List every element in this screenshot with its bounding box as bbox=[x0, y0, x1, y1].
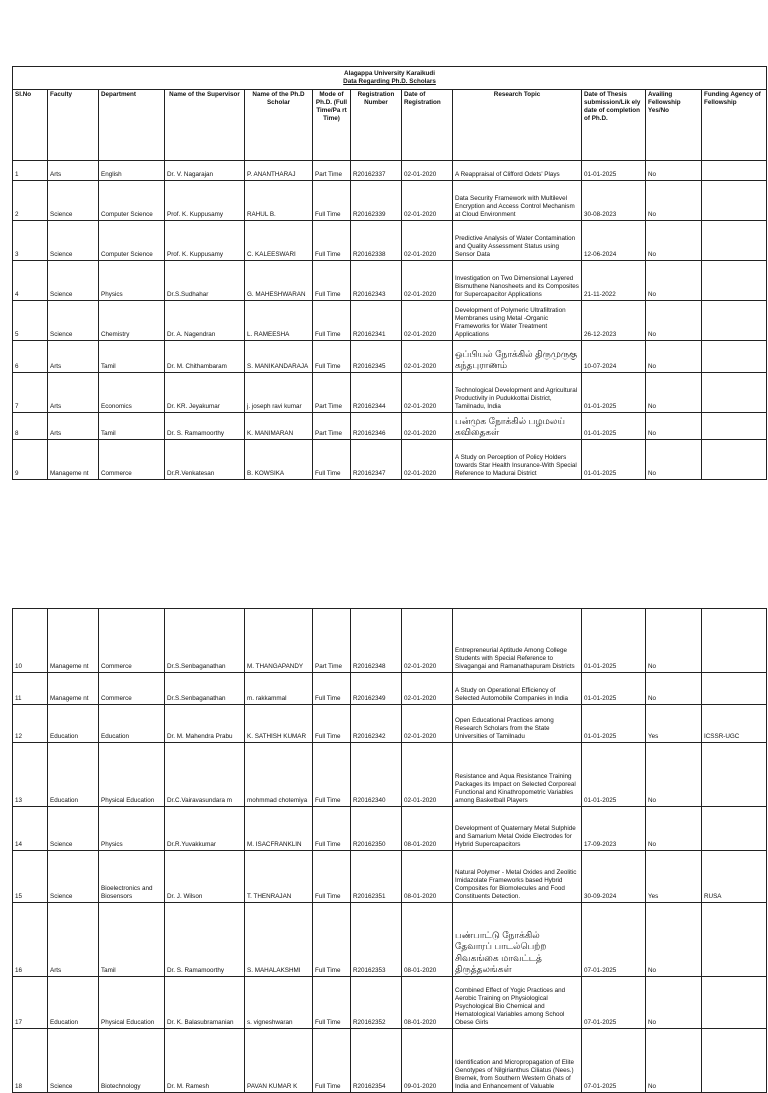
cell-scholar: j. joseph ravi kumar bbox=[245, 373, 313, 413]
cell-fellowship: No bbox=[646, 440, 702, 480]
table-row bbox=[13, 261, 767, 301]
cell-topic: பண்பாட்டு நோக்கில் தேவாரப் பாடல்பெற்ற சிவகங்கை மாவட்டத் திருத்தலங்கள் bbox=[453, 903, 582, 977]
cell-thesis: 01-01-2025 bbox=[582, 440, 646, 480]
cell-faculty: Science bbox=[48, 221, 99, 261]
table-row bbox=[13, 807, 767, 851]
cell-funding bbox=[702, 903, 767, 977]
table-row bbox=[13, 341, 767, 373]
cell-faculty: Manageme nt bbox=[48, 673, 99, 705]
table-row bbox=[13, 743, 767, 807]
cell-funding bbox=[702, 161, 767, 181]
cell-sl: 3 bbox=[13, 221, 48, 261]
cell-funding bbox=[702, 673, 767, 705]
cell-regno: R20162353 bbox=[351, 903, 402, 977]
cell-thesis: 30-09-2024 bbox=[582, 851, 646, 903]
cell-fellowship: No bbox=[646, 413, 702, 440]
table-row bbox=[13, 413, 767, 440]
cell-supervisor: Dr.S.Senbaganathan bbox=[165, 609, 245, 673]
cell-sl: 17 bbox=[13, 977, 48, 1029]
cell-department: Tamil bbox=[99, 341, 165, 373]
cell-sl: 4 bbox=[13, 261, 48, 301]
cell-faculty: Arts bbox=[48, 161, 99, 181]
cell-scholar: C. KALEESWARI bbox=[245, 221, 313, 261]
cell-funding bbox=[702, 221, 767, 261]
cell-regdate: 02-01-2020 bbox=[402, 440, 453, 480]
cell-fellowship: No bbox=[646, 903, 702, 977]
cell-regdate: 02-01-2020 bbox=[402, 413, 453, 440]
cell-thesis: 01-01-2025 bbox=[582, 373, 646, 413]
table-row bbox=[13, 903, 767, 977]
cell-thesis: 01-01-2025 bbox=[582, 705, 646, 743]
cell-supervisor: Dr. KR. Jeyakumar bbox=[165, 373, 245, 413]
cell-regdate: 02-01-2020 bbox=[402, 609, 453, 673]
cell-funding bbox=[702, 301, 767, 341]
header-department: Department bbox=[99, 90, 165, 161]
cell-regdate: 02-01-2020 bbox=[402, 301, 453, 341]
header-thesis: Date of Thesis submission/Lik ely date of completion of Ph.D. bbox=[582, 90, 646, 161]
table-row bbox=[13, 705, 767, 743]
cell-fellowship: Yes bbox=[646, 851, 702, 903]
cell-mode: Full Time bbox=[313, 181, 351, 221]
cell-mode: Full Time bbox=[313, 301, 351, 341]
header-sl: Sl.No bbox=[13, 90, 48, 161]
cell-department: Physics bbox=[99, 261, 165, 301]
cell-thesis: 01-01-2025 bbox=[582, 161, 646, 181]
phd-scholars-table-page2 bbox=[12, 608, 767, 1093]
cell-regdate: 02-01-2020 bbox=[402, 673, 453, 705]
cell-mode: Part Time bbox=[313, 373, 351, 413]
cell-regno: R20162349 bbox=[351, 673, 402, 705]
cell-thesis: 01-01-2025 bbox=[582, 609, 646, 673]
cell-sl: 15 bbox=[13, 851, 48, 903]
cell-mode: Full Time bbox=[313, 673, 351, 705]
table-title bbox=[13, 67, 767, 90]
header-faculty: Faculty bbox=[48, 90, 99, 161]
cell-regdate: 02-01-2020 bbox=[402, 705, 453, 743]
cell-regno: R20162337 bbox=[351, 161, 402, 181]
cell-sl: 6 bbox=[13, 341, 48, 373]
cell-supervisor: Dr. K. Balasubramanian bbox=[165, 977, 245, 1029]
cell-funding bbox=[702, 1029, 767, 1093]
cell-supervisor: Dr. A. Nagendran bbox=[165, 301, 245, 341]
table-row bbox=[13, 181, 767, 221]
cell-thesis: 01-01-2025 bbox=[582, 673, 646, 705]
cell-funding bbox=[702, 743, 767, 807]
cell-regno: R20162354 bbox=[351, 1029, 402, 1093]
table-row bbox=[13, 851, 767, 903]
cell-faculty: Science bbox=[48, 1029, 99, 1093]
cell-scholar: S. MAHALAKSHMI bbox=[245, 903, 313, 977]
cell-funding bbox=[702, 373, 767, 413]
cell-topic: A Study on Perception of Policy Holders towards Star Health Insurance-With Special Reference to Madurai District bbox=[453, 440, 582, 480]
cell-mode: Full Time bbox=[313, 743, 351, 807]
cell-supervisor: Dr.R.Yuvakkumar bbox=[165, 807, 245, 851]
cell-funding: ICSSR-UGC bbox=[702, 705, 767, 743]
cell-thesis: 07-01-2025 bbox=[582, 903, 646, 977]
cell-regno: R20162338 bbox=[351, 221, 402, 261]
cell-thesis: 12-06-2024 bbox=[582, 221, 646, 261]
cell-fellowship: No bbox=[646, 807, 702, 851]
cell-sl: 2 bbox=[13, 181, 48, 221]
cell-thesis: 21-11-2022 bbox=[582, 261, 646, 301]
cell-regdate: 08-01-2020 bbox=[402, 977, 453, 1029]
cell-fellowship: No bbox=[646, 181, 702, 221]
cell-thesis: 07-01-2025 bbox=[582, 1029, 646, 1093]
cell-fellowship: No bbox=[646, 977, 702, 1029]
cell-supervisor: Dr.C.Vairavasundara m bbox=[165, 743, 245, 807]
cell-sl: 11 bbox=[13, 673, 48, 705]
cell-scholar: K. MANIMARAN bbox=[245, 413, 313, 440]
cell-faculty: Science bbox=[48, 301, 99, 341]
table-row bbox=[13, 1029, 767, 1093]
cell-fellowship: No bbox=[646, 341, 702, 373]
cell-funding bbox=[702, 413, 767, 440]
cell-topic: Development of Quaternary Metal Sulphide and Samarium Metal Oxide Electrodes for Hybrid Supercapacitors bbox=[453, 807, 582, 851]
table-row bbox=[13, 977, 767, 1029]
cell-department: Computer Science bbox=[99, 181, 165, 221]
table-row bbox=[13, 161, 767, 181]
cell-fellowship: No bbox=[646, 1029, 702, 1093]
cell-mode: Part Time bbox=[313, 413, 351, 440]
cell-department: Physics bbox=[99, 807, 165, 851]
cell-fellowship: No bbox=[646, 673, 702, 705]
header-mode: Mode of Ph.D. (Full Time/Pa rt Time) bbox=[313, 90, 351, 161]
cell-sl: 8 bbox=[13, 413, 48, 440]
header-funding: Funding Agency of Fellowship bbox=[702, 90, 767, 161]
cell-faculty: Arts bbox=[48, 413, 99, 440]
cell-sl: 12 bbox=[13, 705, 48, 743]
cell-regdate: 08-01-2020 bbox=[402, 903, 453, 977]
cell-mode: Part Time bbox=[313, 609, 351, 673]
cell-supervisor: Dr. J. Wilson bbox=[165, 851, 245, 903]
cell-department: Physical Education bbox=[99, 977, 165, 1029]
cell-scholar: P. ANANTHARAJ bbox=[245, 161, 313, 181]
cell-topic: Predictive Analysis of Water Contamination and Quality Assessment Status using Sensor Data bbox=[453, 221, 582, 261]
cell-funding bbox=[702, 440, 767, 480]
cell-supervisor: Dr. M. Ramesh bbox=[165, 1029, 245, 1093]
cell-regno: R20162341 bbox=[351, 301, 402, 341]
cell-faculty: Science bbox=[48, 261, 99, 301]
cell-regno: R20162344 bbox=[351, 373, 402, 413]
cell-faculty: Science bbox=[48, 181, 99, 221]
cell-regdate: 02-01-2020 bbox=[402, 221, 453, 261]
cell-sl: 10 bbox=[13, 609, 48, 673]
cell-funding bbox=[702, 609, 767, 673]
cell-scholar: T. THENRAJAN bbox=[245, 851, 313, 903]
cell-regno: R20162348 bbox=[351, 609, 402, 673]
cell-scholar: S. MANIKANDARAJA bbox=[245, 341, 313, 373]
cell-regno: R20162346 bbox=[351, 413, 402, 440]
cell-mode: Full Time bbox=[313, 977, 351, 1029]
table-row bbox=[13, 673, 767, 705]
cell-sl: 9 bbox=[13, 440, 48, 480]
cell-faculty: Manageme nt bbox=[48, 609, 99, 673]
cell-mode: Full Time bbox=[313, 851, 351, 903]
cell-scholar: B. KOWSIKA bbox=[245, 440, 313, 480]
cell-topic: Development of Polymeric Ultrafiltration Membranes using Metal -Organic Frameworks for Water Treatment Applications bbox=[453, 301, 582, 341]
cell-supervisor: Dr. S. Ramamoorthy bbox=[165, 413, 245, 440]
cell-department: Bioelectronics and Biosensors bbox=[99, 851, 165, 903]
table-row bbox=[13, 440, 767, 480]
university-name: Alagappa University Karaikudi bbox=[344, 69, 436, 77]
cell-regdate: 02-01-2020 bbox=[402, 161, 453, 181]
cell-topic: பன்முக நோக்கில் பழமலய் கவிதைகள் bbox=[453, 413, 582, 440]
cell-supervisor: Dr. M. Chithambaram bbox=[165, 341, 245, 373]
cell-scholar: m. rakkammal bbox=[245, 673, 313, 705]
cell-regno: R20162351 bbox=[351, 851, 402, 903]
cell-faculty: Science bbox=[48, 807, 99, 851]
cell-department: Commerce bbox=[99, 609, 165, 673]
cell-thesis: 10-07-2024 bbox=[582, 341, 646, 373]
cell-sl: 7 bbox=[13, 373, 48, 413]
cell-scholar: M. ISACFRANKLIN bbox=[245, 807, 313, 851]
cell-department: Commerce bbox=[99, 440, 165, 480]
cell-topic: Data Security Framework with Multilevel Encryption and Access Control Mechanism at Cloud Environment bbox=[453, 181, 582, 221]
cell-faculty: Education bbox=[48, 705, 99, 743]
cell-topic: Natural Polymer - Metal Oxides and Zeolitic Imidazolate Frameworks based Hybrid Composites for Biomolecules and Food Constituents Detection. bbox=[453, 851, 582, 903]
cell-regdate: 02-01-2020 bbox=[402, 261, 453, 301]
header-topic: Research Topic bbox=[453, 90, 582, 161]
cell-scholar: K. SATHISH KUMAR bbox=[245, 705, 313, 743]
cell-mode: Full Time bbox=[313, 903, 351, 977]
cell-sl: 5 bbox=[13, 301, 48, 341]
cell-funding bbox=[702, 341, 767, 373]
cell-mode: Full Time bbox=[313, 705, 351, 743]
cell-scholar: G. MAHESHWARAN bbox=[245, 261, 313, 301]
table-row bbox=[13, 609, 767, 673]
cell-department: Physical Education bbox=[99, 743, 165, 807]
cell-sl: 16 bbox=[13, 903, 48, 977]
cell-topic: A Study on Operational Efficiency of Selected Automobile Companies in India bbox=[453, 673, 582, 705]
cell-fellowship: No bbox=[646, 301, 702, 341]
cell-faculty: Arts bbox=[48, 341, 99, 373]
cell-regdate: 08-01-2020 bbox=[402, 807, 453, 851]
cell-funding bbox=[702, 807, 767, 851]
cell-scholar: M. THANGAPANDY bbox=[245, 609, 313, 673]
table-row bbox=[13, 301, 767, 341]
cell-regno: R20162343 bbox=[351, 261, 402, 301]
cell-scholar: s. vigneshwaran bbox=[245, 977, 313, 1029]
cell-scholar: RAHUL B. bbox=[245, 181, 313, 221]
cell-regno: R20162352 bbox=[351, 977, 402, 1029]
cell-topic: Identification and Micropropagation of Elite Genotypes of Nilgirianthus Ciliatus (Nees.) Bremek, from Southern Western Ghats of India and Enhancement of Valuable bbox=[453, 1029, 582, 1093]
cell-faculty: Arts bbox=[48, 903, 99, 977]
cell-department: Tamil bbox=[99, 903, 165, 977]
cell-faculty: Science bbox=[48, 851, 99, 903]
cell-funding bbox=[702, 261, 767, 301]
cell-supervisor: Dr. M. Mahendra Prabu bbox=[165, 705, 245, 743]
phd-scholars-table-page1 bbox=[12, 66, 767, 480]
table-row bbox=[13, 221, 767, 261]
cell-supervisor: Dr.S.Sudhahar bbox=[165, 261, 245, 301]
cell-department: Chemistry bbox=[99, 301, 165, 341]
cell-regdate: 02-01-2020 bbox=[402, 341, 453, 373]
header-fellowship: Availing Fellowship Yes/No bbox=[646, 90, 702, 161]
cell-mode: Full Time bbox=[313, 440, 351, 480]
header-regno: Registration Number bbox=[351, 90, 402, 161]
cell-regno: R20162339 bbox=[351, 181, 402, 221]
cell-regdate: 09-01-2020 bbox=[402, 1029, 453, 1093]
cell-faculty: Arts bbox=[48, 373, 99, 413]
cell-topic: Entrepreneurial Aptitude Among College Students with Special Reference to Sivagangai and Ramanathapuram Districts bbox=[453, 609, 582, 673]
cell-topic: Investigation on Two Dimensional Layered Bismuthene Nanosheets and its Composites for Supercapacitor Applications bbox=[453, 261, 582, 301]
cell-regdate: 02-01-2020 bbox=[402, 743, 453, 807]
cell-department: Education bbox=[99, 705, 165, 743]
cell-mode: Full Time bbox=[313, 1029, 351, 1093]
cell-thesis: 01-01-2025 bbox=[582, 743, 646, 807]
cell-topic: A Reappraisal of Clifford Odets' Plays bbox=[453, 161, 582, 181]
cell-scholar: mohmmad chotemiya bbox=[245, 743, 313, 807]
cell-department: English bbox=[99, 161, 165, 181]
cell-funding: RUSA bbox=[702, 851, 767, 903]
cell-thesis: 30-08-2023 bbox=[582, 181, 646, 221]
cell-thesis: 17-09-2023 bbox=[582, 807, 646, 851]
cell-faculty: Education bbox=[48, 743, 99, 807]
cell-fellowship: No bbox=[646, 161, 702, 181]
table-row bbox=[13, 373, 767, 413]
cell-mode: Full Time bbox=[313, 221, 351, 261]
cell-supervisor: Prof. K. Kuppusamy bbox=[165, 221, 245, 261]
cell-department: Commerce bbox=[99, 673, 165, 705]
cell-faculty: Manageme nt bbox=[48, 440, 99, 480]
cell-topic: Resistance and Aqua Resistance Training Packages its Impact on Selected Corporeal Functional and Kinathropometric Variables among Basketball Players bbox=[453, 743, 582, 807]
cell-faculty: Education bbox=[48, 977, 99, 1029]
cell-regno: R20162347 bbox=[351, 440, 402, 480]
header-row bbox=[13, 90, 767, 161]
cell-funding bbox=[702, 977, 767, 1029]
header-regdate: Date of Registration bbox=[402, 90, 453, 161]
cell-fellowship: Yes bbox=[646, 705, 702, 743]
cell-supervisor: Dr.R.Venkatesan bbox=[165, 440, 245, 480]
cell-scholar: PAVAN KUMAR K bbox=[245, 1029, 313, 1093]
cell-regno: R20162350 bbox=[351, 807, 402, 851]
cell-supervisor: Prof. K. Kuppusamy bbox=[165, 181, 245, 221]
cell-topic: ஒப்பியல் நோக்கில் திருமுருகு கந்தபுராணம் bbox=[453, 341, 582, 373]
cell-fellowship: No bbox=[646, 261, 702, 301]
cell-mode: Full Time bbox=[313, 341, 351, 373]
cell-mode: Full Time bbox=[313, 261, 351, 301]
cell-sl: 18 bbox=[13, 1029, 48, 1093]
cell-regno: R20162345 bbox=[351, 341, 402, 373]
cell-topic: Combined Effect of Yogic Practices and Aerobic Training on Physiological Psychological Bio Chemical and Hematological Variables among School Obese Girls bbox=[453, 977, 582, 1029]
cell-topic: Technological Development and Agricultural Productivity in Pudukkottai District, Tamilnadu, India bbox=[453, 373, 582, 413]
header-scholar: Name of the Ph.D Scholar bbox=[245, 90, 313, 161]
cell-funding bbox=[702, 181, 767, 221]
cell-regno: R20162342 bbox=[351, 705, 402, 743]
cell-supervisor: Dr. V. Nagarajan bbox=[165, 161, 245, 181]
cell-sl: 14 bbox=[13, 807, 48, 851]
cell-supervisor: Dr.S.Senbaganathan bbox=[165, 673, 245, 705]
cell-regno: R20162340 bbox=[351, 743, 402, 807]
cell-fellowship: No bbox=[646, 743, 702, 807]
cell-thesis: 01-01-2025 bbox=[582, 413, 646, 440]
cell-sl: 1 bbox=[13, 161, 48, 181]
table-subtitle: Data Regarding Ph.D. Scholars bbox=[343, 78, 436, 85]
cell-mode: Part Time bbox=[313, 161, 351, 181]
cell-department: Computer Science bbox=[99, 221, 165, 261]
cell-department: Tamil bbox=[99, 413, 165, 440]
cell-fellowship: No bbox=[646, 609, 702, 673]
cell-department: Biotechnology bbox=[99, 1029, 165, 1093]
cell-mode: Full Time bbox=[313, 807, 351, 851]
cell-fellowship: No bbox=[646, 221, 702, 261]
cell-supervisor: Dr. S. Ramamoorthy bbox=[165, 903, 245, 977]
cell-fellowship: No bbox=[646, 373, 702, 413]
cell-topic: Open Educational Practices among Research Scholars from the State Universities of Tamilnadu bbox=[453, 705, 582, 743]
cell-regdate: 02-01-2020 bbox=[402, 373, 453, 413]
cell-thesis: 07-01-2025 bbox=[582, 977, 646, 1029]
cell-scholar: L. RAMEESHA bbox=[245, 301, 313, 341]
header-supervisor: Name of the Supervisor bbox=[165, 90, 245, 161]
cell-department: Economics bbox=[99, 373, 165, 413]
cell-sl: 13 bbox=[13, 743, 48, 807]
cell-regdate: 02-01-2020 bbox=[402, 181, 453, 221]
cell-regdate: 08-01-2020 bbox=[402, 851, 453, 903]
cell-thesis: 26-12-2023 bbox=[582, 301, 646, 341]
